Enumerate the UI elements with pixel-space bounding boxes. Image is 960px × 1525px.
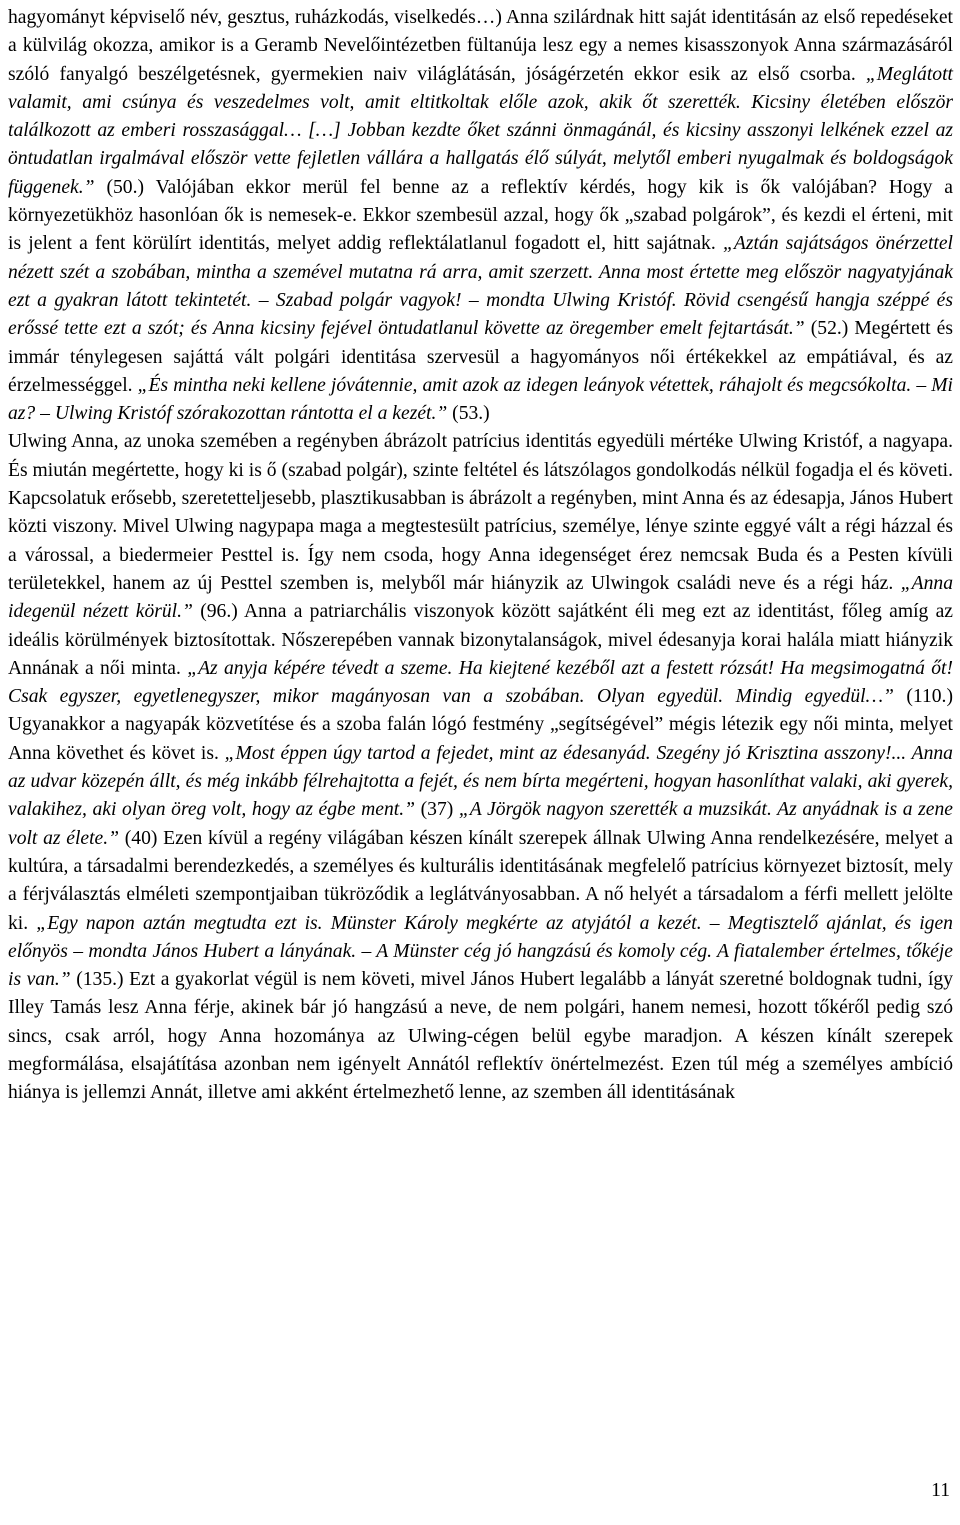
quotation: „Egy napon aztán megtudta ezt is. Münster Károly megkérte az atyjától a kezét. – Megtisztelő ajánlat, és igen előnyös – mondta János Hubert a lányának. – A Münster cég jó hangzású és komoly cég. A fiatalember értelmes, tőkéje is van.”	[8, 912, 953, 991]
body-text: (53.)	[447, 403, 490, 425]
page-number: 11	[931, 1480, 950, 1501]
body-text: (96.) Anna a patriarchális viszonyok között sajátként éli meg ezt az identitást, főleg amíg az ideális körülmények biztosítottak. Nőszerepében vannak bizonytalanságok, mivel édesanyja korai halála miatt hiányzik Annának a női minta.	[8, 601, 953, 679]
body-text: (37)	[415, 799, 459, 821]
body-text: (110.) Ugyanakkor a nagyapák közvetítése és a szoba falán lógó festmény „segítségével” mégis létezik egy női minta, melyet Anna követhet és követ is.	[8, 686, 953, 764]
quotation: „A Jörgök nagyon szerették a muzsikát. Az anyádnak is a zene volt az élete.”	[8, 799, 953, 849]
document-body	[8, 4, 953, 1108]
paragraph	[8, 4, 953, 428]
quotation: „Aztán sajátságos önérzettel nézett szét a szobában, mintha a szemével mutatna rá arra, amit szerzett. Anna most értette meg először nagyatyjának ezt a gyakran látott tekintetét. – Szabad polgár vagyok! – mondta Ulwing Kristóf. Rövid csengésű hangja széppé és erőssé tette ezt a szót; és Anna kicsiny fejével öntudatlanul követte az öregember emelt fejtartását.”	[8, 233, 953, 340]
quotation: „Anna idegenül nézett körül.”	[8, 572, 953, 623]
body-text: (40) Ezen kívül a regény világában készen kínált szerepek állnak Ulwing Anna rendelkezésére, melyet a kultúra, a társadalmi berendezkedés, a személyes és kulturális identitásának megfelelő patrícius környezet biztosít, mely a férjválasztás elméleti szempontjaiban tükröződik a leglátványosabban. A nő helyét a társadalom a férfi mellett jelölte ki.	[8, 827, 953, 934]
body-text: (52.) Megértett és immár ténylegesen sajáttá vált polgári identitása szervesül a hagyományos női értékekkel az empátiával, és az érzelmességgel.	[8, 318, 953, 396]
quotation: „És mintha neki kellene jóvátennie, amit azok az idegen leányok vétettek, ráhajolt és megcsókolta. – Mi az? – Ulwing Kristóf szórakozottan rántotta el a kezét.”	[8, 374, 953, 425]
body-text: (50.) Valójában ekkor merül fel benne az a reflektív kérdés, hogy kik is ők valójában? Hogy a környezetükhöz hasonlóan ők is nemesek-e. Ekkor szembesül azzal, hogy ők „szabad polgárok”, és kezdi el érteni, mit is jelent a fent körülírt identitás, melyet addig reflektálatlanul fogadott el, hitt sajátnak.	[8, 176, 953, 255]
quotation: „Az anyja képére tévedt a szeme. Ha kiejtené kezéből azt a festett rózsát! Ha megsimogatná őt! Csak egyszer, egyetlenegyszer, mikor magányosan van a szobában. Olyan egyedül. Mindig egyedül…”	[8, 657, 953, 708]
body-text: hagyományt képviselő név, gesztus, ruházkodás, viselkedés…) Anna szilárdnak hitt saját identitásán az első repedéseket a külvilág okozza, amikor is a Geramb Nevelőintézetben fültanúja lesz egy a nemes kisasszonyok Anna származásáról szóló fanyalgó beszélgetésnek, gyermekien naiv világlátásán, jóságérzetén ekkor esik az első csorba.	[8, 7, 953, 85]
quotation: „Meglátott valamit, ami csúnya és veszedelmes volt, amit eltitkoltak előle azok, akik őt szerették. Kicsiny életében először találkozott az emberi rosszasággal… […] Jobban kezdte őket szánni önmagánál, és kicsiny asszonyi lelkének ezzel az öntudatlan irgalmával először vette fejletlen vállára a hallgatás élő súlyát, melytől emberi nyugalmak és boldogságok függenek.”	[8, 63, 953, 198]
body-text: Ulwing Anna, az unoka szemében a regényben ábrázolt patrícius identitás egyedüli mértéke Ulwing Kristóf, a nagyapa. És miután megértette, hogy ki is ő (szabad polgár), szinte feltétel és látszólagos gondolkodás nélkül fogadja el és követi. Kapcsolatuk erősebb, szeretetteljesebb, plasztikusabban is ábrázolt a regényben, mint Anna és az édesapja, János Hubert közti viszony. Mivel Ulwing nagypapa maga a megtestesült patrícius, személye, lénye szinte eggyé vált a régi házzal és a várossal, a biedermeier Pesttel is. Így nem csoda, hogy Anna idegenséget érez nemcsak Buda és a Pesten kívüli területekkel, hanem az új Pesttel szemben is, melyből már hiányzik az Ulwingok családi neve és a régi ház.	[8, 431, 953, 594]
body-text: (135.) Ezt a gyakorlat végül is nem követi, mivel János Hubert legalább a lányát szeretné boldognak tudni, így Illey Tamás lesz Anna férje, akinek bár jó hangzású a neve, de nem polgári, hanem nemesi, hozott tőkéről pedig szó sincs, csak arról, hogy Anna hozománya az Ulwing-cégen belül egybe maradjon. A készen kínált szerepek megformálása, elsajátítása azonban nem igényelt Annától reflektív önértelmezést. Ezen túl még a személyes ambíció hiánya is jellemzi Annát, illetve ami akként értelmezhető lenne, az szemben áll identitásának	[8, 969, 954, 1104]
quotation: „Most éppen úgy tartod a fejedet, mint az édesanyád. Szegény jó Krisztina asszony!... Anna az udvar közepén állt, és még inkább félrehajtotta a fejét, és nem bírta megérteni, hogyan hasonlíthat valaki, aki gyerek, valakihez, aki olyan öreg volt, hogy az égbe ment.”	[8, 742, 953, 821]
paragraph	[8, 428, 953, 1107]
